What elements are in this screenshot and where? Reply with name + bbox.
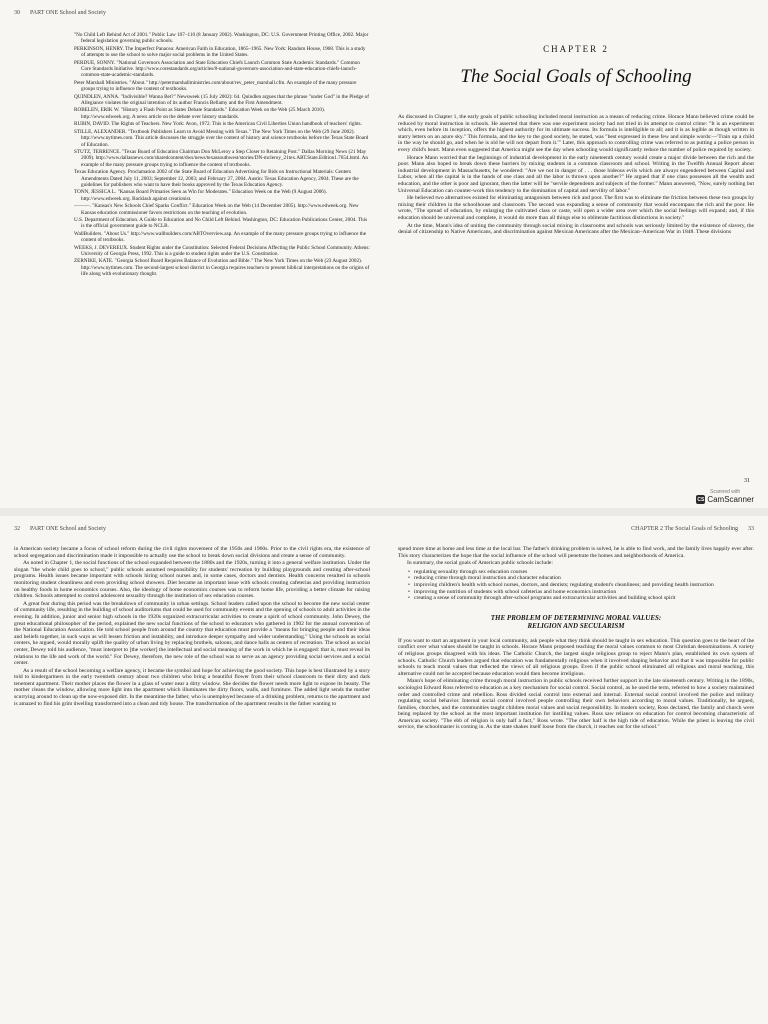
camscanner-watermark — [696, 489, 754, 504]
page-number: 30 — [14, 10, 20, 16]
page-number: 32 — [14, 526, 20, 532]
chapter-title: The Social Goals of Schooling — [460, 66, 692, 87]
reference-item: PERKINSON, HENRY. The Imperfect Panacea: American Faith in Education, 1865–1965. New York: Random House, 1968. This is a study of attempts to use the school to solve major social problems in the United States. — [74, 45, 366, 59]
chapter-body — [398, 114, 754, 236]
part-title: PART ONE School and Society — [30, 526, 106, 532]
paragraph: Horace Mann worried that the beginnings of industrial development in the early nineteenth century would create a major divide between the rich and the poor. Mann also hoped to break down these barriers by mixing students in a common classroom and school. Writing in the Twelfth Annual Report about industrial development in Massachusetts, he wondered: "Are we not in danger of . . . those hideous evils which are always engendered between Capital and Labor, when all the capital is in the hands of one class and all the labor is thrown upon another?" He argued that if one class possesses all the wealth and education, and the other is poor and ignorant, then the latter will be "servile dependents and subjects of the former." Mann answered, "Now, surely nothing but Universal Education can counter-work this tendency to the domination of capital and servility of labor." — [398, 154, 754, 194]
page-number: 33 — [748, 526, 754, 532]
page-33 — [384, 516, 768, 1024]
section-heading-line: RELIGION AND SECULARISM — [527, 621, 625, 630]
reference-list — [74, 32, 370, 278]
reference-item: Peter Marshall Ministries. "About." http://petermarshallministries.com/about/rev_peter_marshall.cfm. An example of the many pressure groups trying to influence the content of textbooks. — [74, 79, 357, 93]
list-item: • reducing crime through moral instruction and character education — [408, 575, 754, 582]
list-item: • improving children's health with school nurses, doctors, and dentists; regulating student's cleanliness; and providing health instruction — [408, 582, 754, 589]
reference-item: ZERNIKE, KATE. "Georgia School Board Requires Balance of Evolution and Bible." The New York Times on the Web (23 August 2002). http://www.nytimes.com. The second-largest school district in Georgia requires teachers to present biblical interpretations on the origins of life along with evolutionary thought. — [74, 258, 370, 278]
reference-item: STILLE, ALEXANDER. "Textbook Publishers Learn to Avoid Messing with Texas." The New York Times on the Web (29 June 2002). http://www.nytimes.com. This article discusses the struggle over the content of history and science textbooks before the Texas State Board of Education. — [74, 128, 369, 148]
page-30 — [0, 0, 384, 508]
summary-intro: In summary, the social goals of American public schools include: — [407, 560, 553, 567]
camscanner-logo-icon: CS — [697, 496, 705, 503]
paragraph: As a result of the school becoming a welfare agency, it became the symbol and hope for achieving the good society. This hope is best illustrated by a story told to kindergartners in the early twentieth century about two children who bring a beautiful flower from their school classroom to their dirty and dark tenement apartment. Their mother places the flower in a glass of water near a dirty window. She decides the flower needs more light to expose its beauty. The mother cleans the window, allowing more light into the apartment which illuminates the dirty floors, walls, and furniture. The added light sends the mother scurrying around to clean up the now-exposed dirt. In the meantime the father, who is unemployed because of a drinking problem, returns to the apartment and is amazed to find his grim dwelling transformed into a clean and tidy house. The transformation of the apartment results in the father wanting to — [14, 667, 370, 707]
paragraph: At the time, Mann's idea of uniting the community through social mixing in classrooms and schools was seriously limited by the existence of slavery, the denial of citizenship to Native Americans, and discrimination against Mexican Americans after the Mexican–American War in 1848. These divisions — [398, 222, 754, 236]
paragraph: As discussed in Chapter 1, the early goals of public schooling included moral instruction as a means of reducing crime. Horace Mann believed crime could be reduced by moral instruction in schools. He asserted that there was one experiment society had not tried in its attempt to control crime: "It is an experiment which, even before its inception, offers the highest authority for its ultimate success. Its formula is intelligible to all; and it is as legible as though written in starry letters on an azure sky." This formula, and the key to the good society, he stated, was "best expressed in these few and simple words:—'Train up a child in the way he should go, and when he is old he will not depart from it.'" Later, this approach to controlling crime was referred to as putting a police person in every child's heart. Mann even suggested that America might see the day when schooling would significantly reduce the number of police required by society. — [398, 114, 754, 153]
reference-item: STUTZ, TERRENCE. "Texas Board of Education Chairman Don McLeroy a Step Closer to Retaining Post." Dallas Morning News (21 May 2009). http://www.dallasnews.com/sharedcontent/dws/news/texassouthwest/stories/DN-mcleroy_21tex.ART.State.Edition1.7654.html. An example of the many pressure groups trying to influence the content of textbooks. — [74, 148, 368, 168]
section-heading — [398, 614, 754, 630]
reference-item: "No Child Left Behind Act of 2001." Public Law 107–110 (8 January 2002). Washington, DC: U.S. Government Printing Office, 2002. Major federal legislation governing public schools. — [74, 32, 369, 45]
page-number: 31 — [744, 478, 750, 484]
reference-item: ———. "Kansas's New Schools Chief Sparks Conflict." Education Week on the Web (14 December 2005). http://www.edweek.org. New Kansas education commissioner favors restrictions on the teaching of evolution. — [74, 203, 359, 216]
reference-item: TONN, JESSICA L. "Kansas Board Primaries Seen as Win for Moderates." Education Week on the Web (9 August 2006). http://www.edweek.org. Backlash against creationist. — [74, 189, 327, 202]
reference-item: WEEKS, J. DEVEREUX. Student Rights under the Constitution: Selected Federal Decisions Affecting the Public School Community. Athens: University of Georgia Press, 1992. This is a guide to student rights under the U.S. Constitution. — [74, 244, 370, 257]
list-item: • regulating sexuality through sex education courses — [408, 569, 754, 576]
reference-item: RUBIN, DAVID. The Rights of Teachers. New York: Avon, 1972. This is the American Civil Liberties Union handbook of teachers' rights. — [74, 121, 362, 128]
scan-sheet-bottom — [0, 516, 768, 1024]
page-32 — [0, 516, 384, 1024]
reference-item: ROBELEN, ERIK W. "History a Flash Point as States Debate Standards." Education Week on the Web (25 March 2010). http://www.edweek.org. A news article on the debate over history standards. — [74, 107, 326, 120]
reference-item: WallBuilders. "About Us." http://www.wallbuilders.com/ABTOverview.asp. An example of the many pressure groups trying to influence the content of textbooks. — [74, 230, 367, 244]
paragraph: Mann's hope of eliminating crime through moral instruction in public schools received further support in the late nineteenth century. Writing in the 1890s, sociologist Edward Ross referred to education as a key mechanism for social control. Social control, as he used the term, referred to how a society maintained order and controlled crime and rebellion. Ross divided social control into external and internal. External social control involved the police and military regulating social behavior. Internal social control involved people controlling their own behaviors according to moral values. Traditionally, he argued, families, churches, and the communities taught children moral values and social responsibility. In modern society, Ross declared, the family and church were being replaced by the school as the most important institution for instilling values. Ross saw reliance on education for control becoming characteristic of American society. "The ebb of religion is only half a fact," Ross wrote. "The other half is the high tide of education. While the priest is leaving the civil service, the schoolmaster is coming in. As the state shakes itself loose from the church, it reaches out for the school." — [398, 678, 754, 731]
running-head — [14, 10, 370, 16]
running-head — [398, 526, 754, 532]
paragraph: He believed two alternatives existed for eliminating antagonism between rich and poor. The first was to eliminate the friction between these two groups by mixing their children in the schoolhouse and classroom. The second was expanding a sense of community that would encompass the rich and the poor. He wrote, "The spread of education, by enlarging the cultivated class or caste, will open a wider area over which the social feelings will expand; and, if this education should be universal and complete, it would do more than all things else to obliterate factitious distinctions in society." — [398, 195, 754, 221]
paragraph: spend more time at home and less time at the local bar. The father's drinking problem is solved, he is able to find work, and the family lives happily ever after. This story characterizes the hope that the social influence of the school will penetrate the homes and neighborhoods of America. — [398, 546, 754, 559]
paragraph: in American society became a focus of school reform during the civil rights movement of the 1950s and 1960s. Prior to the civil rights era, the existence of school segregation and discrimination made it impossible to actually use the school to break down social divisions and create a sense of community. — [14, 546, 370, 559]
reference-item: QUINDLEN, ANNA. "Indivisible? Wanna Bet?" Newsweek (15 July 2002): 64. Quindlen argues that the phrase "under God" in the Pledge of Allegiance violates the original intention of its author Francis Bellamy and the First Amendment. — [74, 93, 369, 107]
camscanner-label: CamScanner — [707, 495, 754, 504]
summary-list — [408, 569, 754, 602]
reference-item: U.S. Department of Education. A Guide to Education and No Child Left Behind. Washington, DC: Education Publications Center, 2004. This is the official government guide to NCLB. — [74, 216, 368, 230]
reference-item: PERDUE, SONNY. "National Governors Association and State Education Chiefs Launch Common State Academic Standards." Common Core Standards Initiative. http://www.corestandards.org/articles/8-national-governors-association-and-state-education-chiefs-launch-common-state-academic-standards. — [74, 59, 360, 79]
chapter-body — [398, 546, 754, 731]
paragraph: As noted in Chapter 1, the social functions of the school expanded between the 1880s and the 1920s, turning it into a general welfare institution. Under the slogan "the whole child goes to school," public schools assumed responsibility for students' recreation by building playgrounds and creating after-school programs. Health issues became important with schools hiring school nurses and, in some cases, doctors and dentists. Health concerns resulted in schools monitoring student cleanliness and even providing school showers. Diet became an important issue with schools creating cafeterias and providing instruction on healthy foods in home economics courses. Also, the ideology of home economics courses was to reform home life, providing a better climate for raising children. Schools attempted to control adolescent sexuality through the institution of sex education courses. — [14, 560, 370, 600]
scan-sheet-top — [0, 0, 768, 508]
chapter-body — [14, 546, 370, 707]
list-item: • creating a sense of community through after-school programs and extracurricular activities and building school spirit — [408, 595, 754, 602]
scanned-with-label: Scanned with — [710, 489, 741, 495]
running-head — [14, 526, 370, 532]
section-heading-line: THE PROBLEM OF DETERMINING MORAL VALUES: — [490, 613, 662, 622]
part-title: PART ONE School and Society — [30, 10, 106, 16]
paragraph: A great fear during this period was the breakdown of community in urban settings. School leaders called upon the school to become the new social center of community life, resulting in the building of school auditoriums that could be used for community events and the opening of schools to adult activities in the evening. In addition, junior and senior high schools in the 1920s organized extracurricular activities to create a spirit of school community. John Dewey, the great educational philosopher of the period, explained the new social functions of the school to educators who gathered in 1902 for the annual convention of the National Education Association. He told school people from around the country that education must provide a "means for bringing people and their ideas and beliefs together, in such ways as will lessen friction and instability, and introduce deeper sympathy and wider understanding." Using the schools as social centers, he argued, would morally uplift the quality of urban living by replacing brothels, saloons, and dance halls as centers of recreation. The school as social center, Dewey told his audience, "must interpret to [the worker] the intellectual and social meaning of the work in which he is engaged: that is, must reveal its relations to the life and work of the world." For Dewey, therefore, the new role of the school was to serve as an agency providing social services and a social center. — [14, 600, 370, 667]
reference-item: Texas Education Agency. Proclamation 2002 of the State Board of Education Advertising for Bids on Instructional Materials: Centers Amendments Dated July 11, 2003; September 12, 2003; and February 27, 2004. Austin: Texas Education Agency, 2004. These are the guidelines for publishers who want to have their books approved by the Texas Education Agency. — [74, 169, 359, 188]
page-31 — [384, 0, 768, 508]
chapter-running-title: CHAPTER 2 The Social Goals of Schooling — [631, 526, 738, 532]
chapter-label: CHAPTER 2 — [543, 44, 609, 54]
list-item: • improving the nutrition of students with school cafeterias and home economics instruction — [408, 589, 754, 596]
paragraph: If you want to start an argument in your local community, ask people what they think should be taught in sex education. This question goes to the heart of the conflict over what values should be taught in schools. Horace Mann proposed teaching the moral values common to most Christian denominations. A variety of religious groups disagreed with his ideas. The Catholic Church, the largest single religious group to reject Mann's plan, established its own system of schools. Catholic Church leaders argued that education was fundamentally religious when it involved shaping behavior and that it was impossible for public schools to teach moral values that reflected the views of all religious groups. Even if the public school eliminated all religious and moral teaching, this alternative could not be accepted because education would then become irreligious. — [398, 637, 754, 677]
